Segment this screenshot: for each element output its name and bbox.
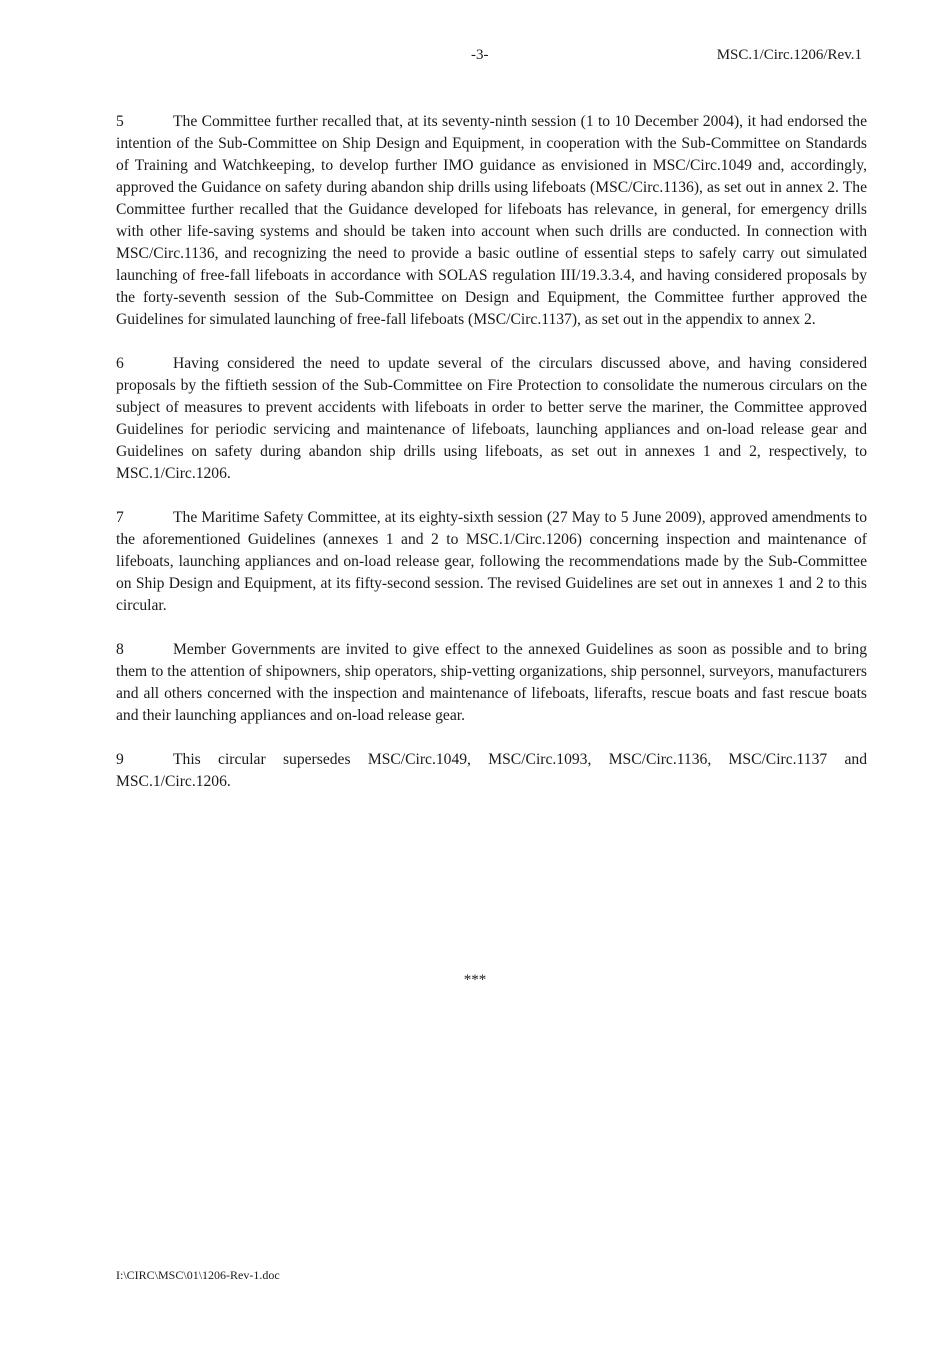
paragraph-5	[116, 111, 867, 331]
paragraph-6	[116, 353, 867, 485]
page-number: -3-	[471, 47, 489, 63]
paragraph-8	[116, 639, 867, 727]
paragraph-text: This circular supersedes MSC/Circ.1049, MSC/Circ.1093, MSC/Circ.1136, MSC/Circ.1137 and MSC.1/Circ.1206.	[116, 751, 867, 790]
paragraph-number: 5	[116, 113, 124, 130]
paragraph-text: Having considered the need to update several of the circulars discussed above, and having considered proposals by the fiftieth session of the Sub-Committee on Fire Protection to consolidate the numerous circulars on the subject of measures to prevent accidents with lifeboats in order to better serve the mariner, the Committee approved Guidelines for periodic servicing and maintenance of lifeboats, launching appliances and on-load release gear and Guidelines on safety during abandon ship drills using lifeboats, as set out in annexes 1 and 2, respectively, to MSC.1/Circ.1206.	[116, 355, 867, 482]
page-header	[0, 47, 950, 69]
paragraph-text: Member Governments are invited to give effect to the annexed Guidelines as soon as possible and to bring them to the attention of shipowners, ship operators, ship-vetting organizations, ship personnel, surveyors, manufacturers and all others concerned with the inspection and maintenance of lifeboats, liferafts, rescue boats and fast rescue boats and their launching appliances and on-load release gear.	[116, 641, 867, 724]
paragraph-7	[116, 507, 867, 617]
end-separator: ***	[463, 972, 487, 988]
paragraph-text: The Maritime Safety Committee, at its eighty-sixth session (27 May to 5 June 2009), approved amendments to the aforementioned Guidelines (annexes 1 and 2 to MSC.1/Circ.1206) concerning inspection and maintenance of lifeboats, launching appliances and on-load release gear, following the recommendations made by the Sub-Committee on Ship Design and Equipment, at its fifty-second session. The revised Guidelines are set out in annexes 1 and 2 to this circular.	[116, 509, 867, 614]
footer-file-path: I:\CIRC\MSC\01\1206-Rev-1.doc	[116, 1268, 280, 1282]
paragraph-number: 6	[116, 355, 124, 372]
document-body	[116, 111, 867, 815]
paragraph-text: The Committee further recalled that, at its seventy-ninth session (1 to 10 December 2004), it had endorsed the intention of the Sub-Committee on Ship Design and Equipment, in cooperation with the Sub-Committee on Standards of Training and Watchkeeping, to develop further IMO guidance as envisioned in MSC/Circ.1049 and, accordingly, approved the Guidance on safety during abandon ship drills using lifeboats (MSC/Circ.1136), as set out in annex 2. The Committee further recalled that the Guidance developed for lifeboats has relevance, in general, for emergency drills with other life-saving systems and should be taken into account when such drills are conducted. In connection with MSC/Circ.1136, and recognizing the need to provide a basic outline of essential steps to safely carry out simulated launching of free-fall lifeboats in accordance with SOLAS regulation III/19.3.3.4, and having considered proposals by the forty-seventh session of the Sub-Committee on Design and Equipment, the Committee further approved the Guidelines for simulated launching of free-fall lifeboats (MSC/Circ.1137), as set out in the appendix to annex 2.	[116, 113, 867, 328]
paragraph-number: 7	[116, 509, 124, 526]
document-reference: MSC.1/Circ.1206/Rev.1	[716, 47, 862, 63]
paragraph-number: 8	[116, 641, 124, 658]
paragraph-9	[116, 749, 867, 793]
paragraph-number: 9	[116, 751, 124, 768]
